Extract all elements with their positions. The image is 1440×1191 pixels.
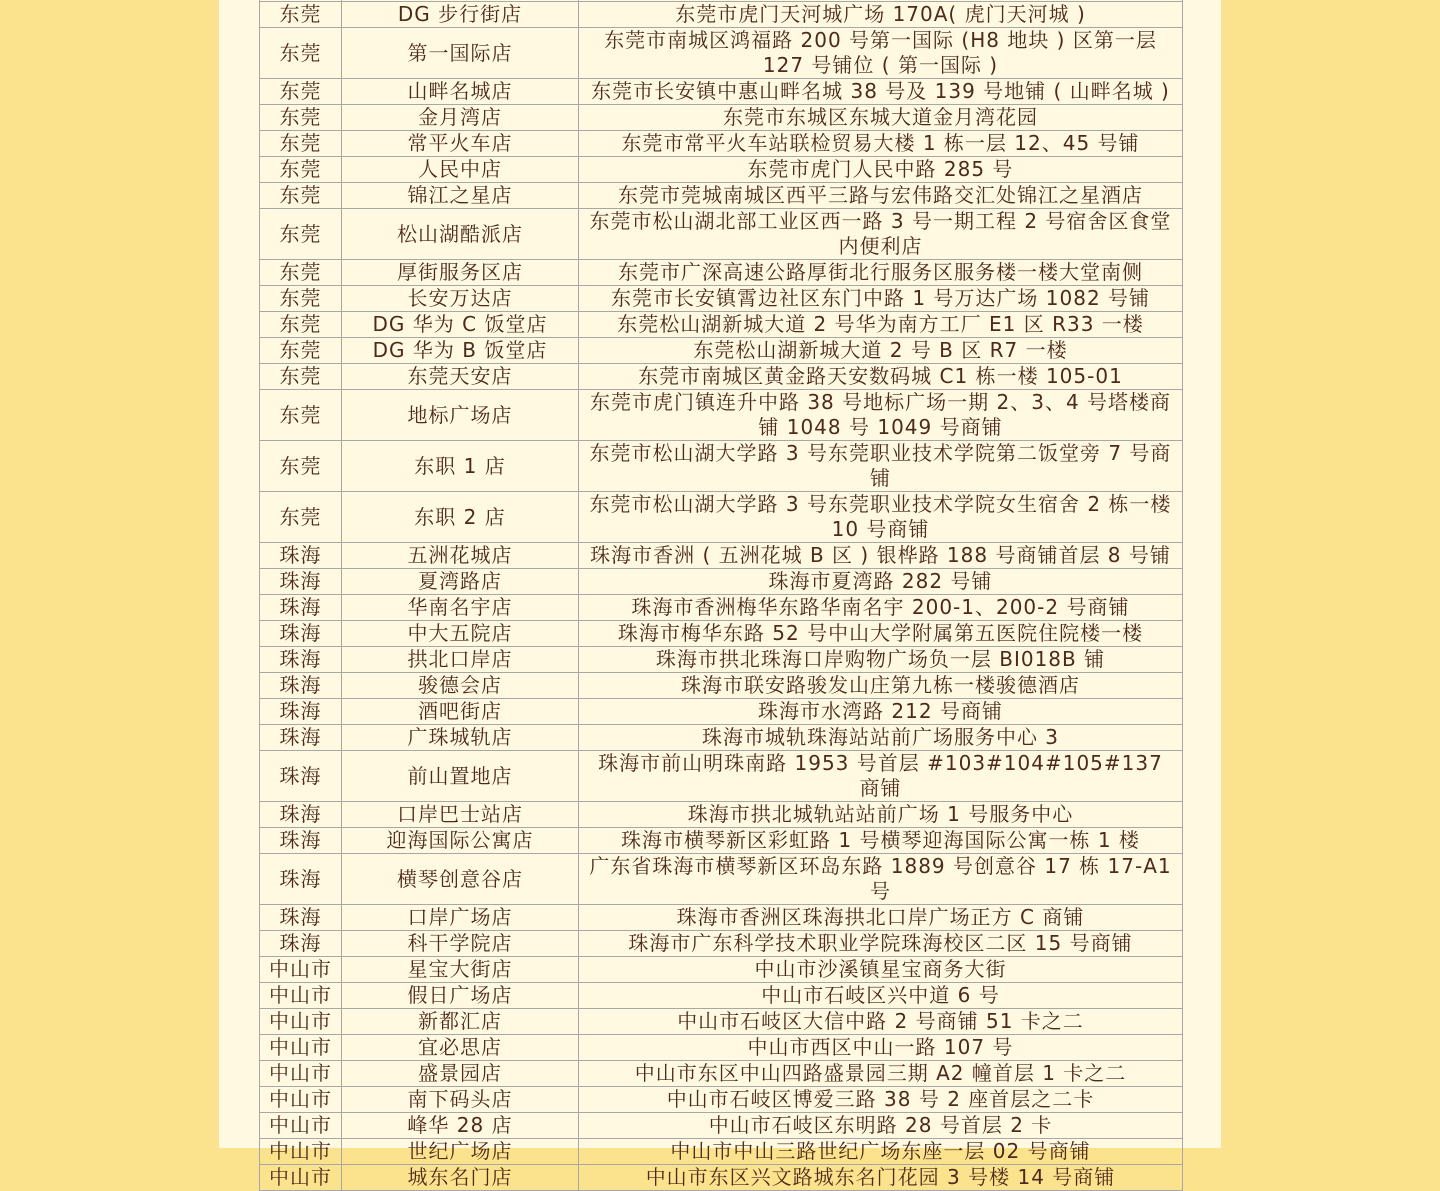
table-row [260,338,1183,364]
cell-city: 东莞 [260,209,342,260]
cell-address: 珠海市水湾路 212 号商铺 [579,699,1183,725]
cell-store: DG 华为 B 饭堂店 [342,338,579,364]
cell-address: 中山市东区中山四路盛景园三期 A2 幢首层 1 卡之二 [579,1061,1183,1087]
cell-address: 东莞市广深高速公路厚街北行服务区服务楼一楼大堂南侧 [579,260,1183,286]
cell-city: 东莞 [260,441,342,492]
cell-store: 峰华 28 店 [342,1113,579,1139]
cell-address: 东莞市长安镇中惠山畔名城 38 号及 139 号地铺 ( 山畔名城 ) [579,79,1183,105]
table-row [260,725,1183,751]
cell-address: 东莞市松山湖大学路 3 号东莞职业技术学院第二饭堂旁 7 号商铺 [579,441,1183,492]
table-row [260,595,1183,621]
cell-store: DG 步行街店 [342,2,579,28]
cell-store: 华南名宇店 [342,595,579,621]
cell-address: 珠海市广东科学技术职业学院珠海校区二区 15 号商铺 [579,931,1183,957]
cell-city: 东莞 [260,105,342,131]
cell-city: 东莞 [260,131,342,157]
cell-store: 横琴创意谷店 [342,854,579,905]
table-row [260,802,1183,828]
cell-city: 珠海 [260,699,342,725]
table-row [260,905,1183,931]
cell-store: 酒吧街店 [342,699,579,725]
cell-store: 拱北口岸店 [342,647,579,673]
cell-address: 珠海市拱北珠海口岸购物广场负一层 BI018B 铺 [579,647,1183,673]
cell-store: 南下码头店 [342,1087,579,1113]
table-row [260,79,1183,105]
cell-address: 广东省珠海市横琴新区环岛东路 1889 号创意谷 17 栋 17-A1 号 [579,854,1183,905]
cell-store: 长安万达店 [342,286,579,312]
cell-address: 东莞松山湖新城大道 2 号 B 区 R7 一楼 [579,338,1183,364]
cell-store: 口岸广场店 [342,905,579,931]
cell-store: 世纪广场店 [342,1139,579,1165]
cell-city: 东莞 [260,260,342,286]
table-row [260,492,1183,543]
cell-city: 中山市 [260,1009,342,1035]
cell-city: 珠海 [260,828,342,854]
document-page [219,0,1221,1189]
table-row [260,2,1183,28]
cell-store: 人民中店 [342,157,579,183]
table-row [260,364,1183,390]
table-row [260,1035,1183,1061]
cell-store: 假日广场店 [342,983,579,1009]
cell-city: 东莞 [260,2,342,28]
table-row [260,854,1183,905]
cell-store: 科干学院店 [342,931,579,957]
table-row [260,647,1183,673]
table-row [260,312,1183,338]
cell-store: 星宝大街店 [342,957,579,983]
cell-address: 东莞市长安镇霄边社区东门中路 1 号万达广场 1082 号铺 [579,286,1183,312]
cell-address: 东莞市东城区东城大道金月湾花园 [579,105,1183,131]
cell-city: 中山市 [260,1165,342,1191]
cell-address: 珠海市拱北城轨站站前广场 1 号服务中心 [579,802,1183,828]
table-row [260,28,1183,79]
cell-store: 宜必思店 [342,1035,579,1061]
store-table-body [260,0,1183,1191]
cell-address: 珠海市夏湾路 282 号铺 [579,569,1183,595]
cell-address: 珠海市联安路骏发山庄第九栋一楼骏德酒店 [579,673,1183,699]
cell-address: 中山市石岐区兴中道 6 号 [579,983,1183,1009]
cell-store: 迎海国际公寓店 [342,828,579,854]
table-row [260,209,1183,260]
cell-address: 东莞松山湖新城大道 2 号华为南方工厂 E1 区 R33 一楼 [579,312,1183,338]
cell-address: 珠海市香洲 ( 五洲花城 B 区 ) 银桦路 188 号商铺首层 8 号铺 [579,543,1183,569]
table-row [260,1061,1183,1087]
cell-address: 中山市石岐区东明路 28 号首层 2 卡 [579,1113,1183,1139]
cell-city: 中山市 [260,957,342,983]
cell-address: 东莞市南城区黄金路天安数码城 C1 栋一楼 105-01 [579,364,1183,390]
cell-store: 松山湖酷派店 [342,209,579,260]
table-row [260,699,1183,725]
cell-address: 中山市西区中山一路 107 号 [579,1035,1183,1061]
table-row [260,931,1183,957]
table-row [260,673,1183,699]
cell-store: 中大五院店 [342,621,579,647]
cell-address: 东莞市松山湖北部工业区西一路 3 号一期工程 2 号宿舍区食堂内便利店 [579,209,1183,260]
table-row [260,1165,1183,1191]
cell-address: 中山市沙溪镇星宝商务大街 [579,957,1183,983]
cell-address: 中山市石岐区博爱三路 38 号 2 座首层之二卡 [579,1087,1183,1113]
cell-store: 东职 1 店 [342,441,579,492]
cell-city: 中山市 [260,1035,342,1061]
cell-store: 东莞天安店 [342,364,579,390]
cell-store: 城东名门店 [342,1165,579,1191]
cell-city: 珠海 [260,931,342,957]
cell-address: 珠海市香洲梅华东路华南名宇 200-1、200-2 号商铺 [579,595,1183,621]
cell-address: 珠海市香洲区珠海拱北口岸广场正方 C 商铺 [579,905,1183,931]
cell-city: 中山市 [260,1113,342,1139]
cell-city: 珠海 [260,621,342,647]
cell-store: 前山置地店 [342,751,579,802]
table-row [260,828,1183,854]
table-row [260,1139,1183,1165]
cell-store: 第一国际店 [342,28,579,79]
table-row [260,260,1183,286]
cell-city: 珠海 [260,751,342,802]
cell-address: 中山市石岐区大信中路 2 号商铺 51 卡之二 [579,1009,1183,1035]
cell-city: 东莞 [260,157,342,183]
table-row [260,286,1183,312]
cell-store: 口岸巴士站店 [342,802,579,828]
table-row [260,957,1183,983]
cell-city: 东莞 [260,28,342,79]
table-row [260,543,1183,569]
table-row [260,621,1183,647]
cell-address: 东莞市松山湖大学路 3 号东莞职业技术学院女生宿舍 2 栋一楼 10 号商铺 [579,492,1183,543]
cell-city: 珠海 [260,905,342,931]
cell-city: 珠海 [260,802,342,828]
cell-address: 珠海市横琴新区彩虹路 1 号横琴迎海国际公寓一栋 1 楼 [579,828,1183,854]
table-row [260,390,1183,441]
cell-city: 珠海 [260,725,342,751]
cell-store: 东职 2 店 [342,492,579,543]
cell-address: 东莞市常平火车站联检贸易大楼 1 栋一层 12、45 号铺 [579,131,1183,157]
cell-address: 珠海市前山明珠南路 1953 号首层 #103#104#105#137 商铺 [579,751,1183,802]
cell-store: 新都汇店 [342,1009,579,1035]
table-row [260,105,1183,131]
cell-store: 地标广场店 [342,390,579,441]
table-row [260,751,1183,802]
cell-city: 中山市 [260,1061,342,1087]
cell-store: 锦江之星店 [342,183,579,209]
cell-store: 金月湾店 [342,105,579,131]
cell-address: 东莞市南城区鸿福路 200 号第一国际 (H8 地块 ) 区第一层 127 号铺位 ( 第一国际 ) [579,28,1183,79]
cell-address: 珠海市梅华东路 52 号中山大学附属第五医院住院楼一楼 [579,621,1183,647]
table-row [260,983,1183,1009]
cell-address: 珠海市城轨珠海站站前广场服务中心 3 [579,725,1183,751]
cell-city: 珠海 [260,595,342,621]
cell-city: 珠海 [260,569,342,595]
cell-city: 东莞 [260,390,342,441]
cell-city: 中山市 [260,1087,342,1113]
table-row [260,131,1183,157]
cell-store: DG 华为 C 饭堂店 [342,312,579,338]
cell-address: 东莞市虎门人民中路 285 号 [579,157,1183,183]
cell-store: 盛景园店 [342,1061,579,1087]
cell-city: 东莞 [260,183,342,209]
table-row [260,1087,1183,1113]
cell-city: 珠海 [260,854,342,905]
cell-city: 东莞 [260,312,342,338]
cell-store: 厚街服务区店 [342,260,579,286]
cell-address: 东莞市莞城南城区西平三路与宏伟路交汇处锦江之星酒店 [579,183,1183,209]
store-table [259,0,1183,1191]
cell-address: 中山市中山三路世纪广场东座一层 02 号商铺 [579,1139,1183,1165]
cell-address: 东莞市虎门镇连升中路 38 号地标广场一期 2、3、4 号塔楼商铺 1048 号 1049 号商铺 [579,390,1183,441]
cell-store: 常平火车店 [342,131,579,157]
cell-address: 中山市东区兴文路城东名门花园 3 号楼 14 号商铺 [579,1165,1183,1191]
cell-city: 东莞 [260,79,342,105]
cell-store: 山畔名城店 [342,79,579,105]
cell-city: 东莞 [260,364,342,390]
cell-store: 五洲花城店 [342,543,579,569]
cell-city: 珠海 [260,647,342,673]
table-row [260,1009,1183,1035]
store-table-wrapper [259,0,1182,1191]
cell-store: 夏湾路店 [342,569,579,595]
table-row [260,183,1183,209]
cell-city: 东莞 [260,286,342,312]
cell-city: 东莞 [260,338,342,364]
cell-city: 东莞 [260,492,342,543]
table-row [260,569,1183,595]
table-row [260,1113,1183,1139]
cell-city: 中山市 [260,983,342,1009]
cell-city: 中山市 [260,1139,342,1165]
cell-city: 珠海 [260,673,342,699]
cell-store: 骏德会店 [342,673,579,699]
table-row [260,441,1183,492]
cell-city: 珠海 [260,543,342,569]
table-row [260,157,1183,183]
cell-address: 东莞市虎门天河城广场 170A( 虎门天河城 ) [579,2,1183,28]
cell-store: 广珠城轨店 [342,725,579,751]
